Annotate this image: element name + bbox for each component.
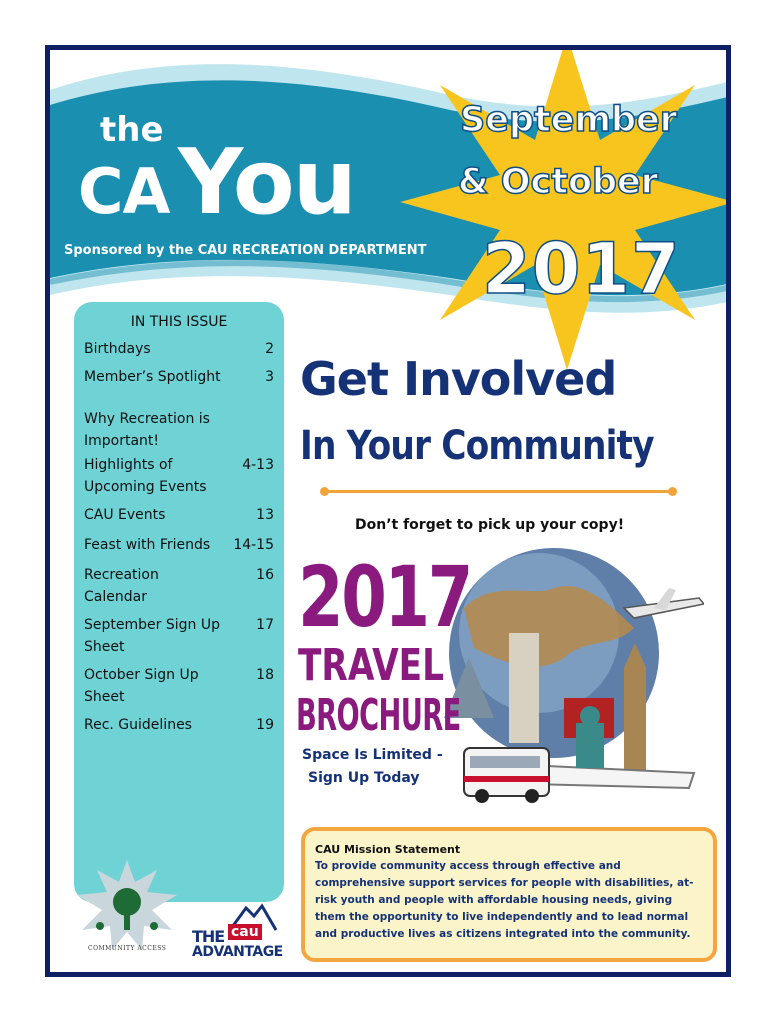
toc-page: 18 [256,667,274,683]
toc-title: Why Recreation is Important! [84,411,210,449]
toc-page: 14-15 [233,537,274,553]
toc-title: Member’s Spotlight [84,369,221,385]
pickup-text: Don’t forget to pick up your copy! [355,517,625,533]
toc-title: Rec. Guidelines [84,717,192,733]
issue-month-october: & October [458,162,659,202]
toc-item [84,714,274,736]
toc-title: October Sign Up Sheet [84,667,199,705]
community-access-logo-text: COMMUNITY ACCESS [88,945,167,952]
headline-community: In Your Community [300,423,654,469]
toc-page: 3 [265,369,274,385]
toc-item [84,408,274,452]
toc-page: 17 [256,617,274,633]
toc-title: Highlights of Upcoming Events [84,457,207,495]
brochure-title: BROCHURE [296,690,461,741]
masthead-the: the [100,110,164,150]
in-this-issue-panel [74,302,284,902]
toc-page: 2 [265,341,274,357]
toc-title: Feast with Friends [84,537,211,553]
toc-item [84,664,274,708]
toc-item [84,534,274,556]
toc-item [84,338,274,360]
mission-title: CAU Mission Statement [315,843,461,856]
sponsor-line: Sponsored by the CAU RECREATION DEPARTMENT [64,243,427,258]
toc-title: CAU Events [84,507,166,523]
issue-year: 2017 [482,228,681,310]
toc-page: 19 [256,717,274,733]
cau-logo-cau: cau [228,924,262,940]
masthead-you: You [178,130,355,235]
toc-title: September Sign Up Sheet [84,617,220,655]
brochure-travel: TRAVEL [298,640,444,691]
newsletter-page [45,45,731,977]
space-limited-text: Space Is Limited - [302,747,443,763]
toc-item [84,614,274,658]
toc-page: 13 [256,507,274,523]
in-this-issue-heading: IN THIS ISSUE [130,314,228,330]
headline-get-involved: Get Involved [300,352,617,406]
toc-title: Birthdays [84,341,151,357]
divider-line [323,490,673,493]
sign-up-today-text: Sign Up Today [308,770,420,786]
star-burst-icon [395,45,731,375]
divider-dot-right [668,487,677,496]
toc-item [84,564,274,608]
brochure-year: 2017 [298,548,472,646]
toc-item [84,504,274,526]
mission-statement-box [301,827,717,962]
issue-month-september: September [460,100,677,140]
toc-page [230,408,274,452]
divider-dot-left [320,487,329,496]
toc-title: Recreation Calendar [84,567,159,605]
toc-page: 4-13 [242,457,274,473]
masthead-ca: CA [78,155,170,228]
toc-item [84,366,274,388]
cau-logo-the: THE [192,927,225,946]
mission-body: To provide community access through effective and comprehensive support services for people with disabilities, at-risk youth and people with affordable housing needs, giving them the opportunity to live independently and to lead normal and productive lives as citizens integrated into the community. [315,860,694,940]
toc-page: 16 [256,567,274,583]
community-access-logo [72,860,182,950]
cau-logo-advantage: ADVANTAGE [192,944,283,960]
toc-item [84,454,274,498]
